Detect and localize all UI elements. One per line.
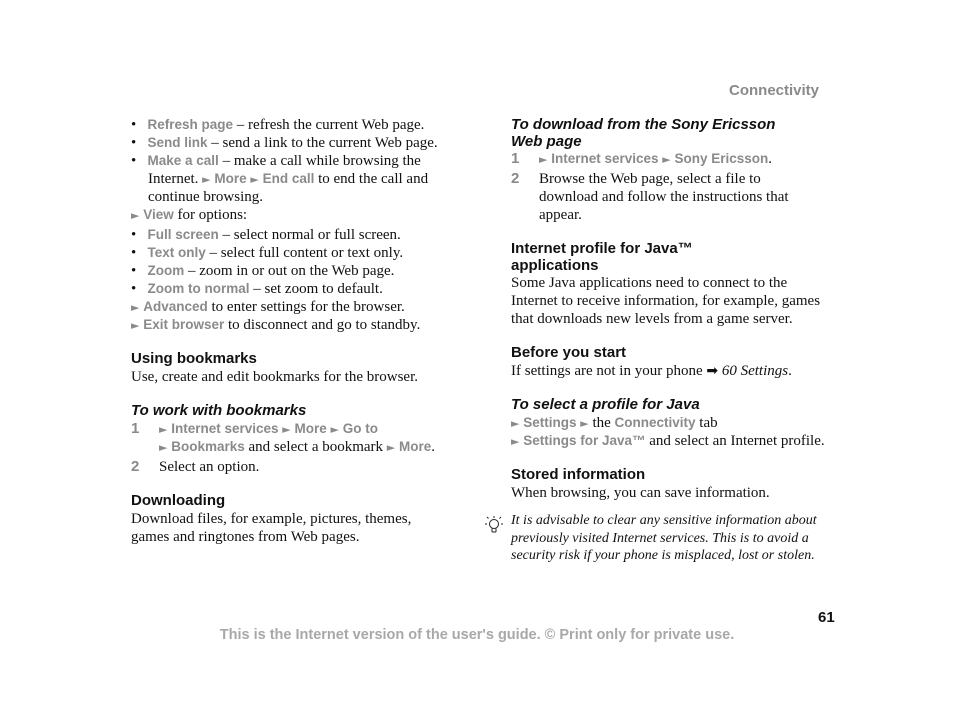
section-heading: Internet profile for Java™ [511,240,693,257]
paragraph-line: If settings are not in your phone ➡ 60 Settings. [511,363,792,379]
step-line: download and follow the instructions that [539,189,789,205]
arrow-right-icon: ► [330,423,339,436]
page-number: 61 [818,609,835,626]
list-item: • Make a call – make a call while browsing the [131,153,421,169]
step-line: 1 ► Internet services ► Sony Ericsson. [511,150,773,167]
section-heading: Using bookmarks [131,350,257,367]
tip-block [484,512,844,568]
arrow-right-icon: ► [131,319,140,332]
advanced-line: ► Advanced to enter settings for the browser. [131,299,405,315]
lightbulb-icon [484,515,504,537]
arrow-right-icon: ► [250,173,259,186]
list-item: • Zoom to normal – set zoom to default. [131,281,383,297]
step-line: ► Settings for Java™ and select an Internet profile. [511,433,825,449]
tip-line: security risk if your phone is misplaced, lost or stolen. [511,548,815,563]
step-line: 2 Browse the Web page, select a file to [511,170,761,187]
paragraph-line: When browsing, you can save information. [511,485,770,501]
list-item: • Send link – send a link to the current Web page. [131,135,438,151]
section-heading: To download from the Sony Ericsson [511,116,776,133]
paragraph-line: that downloads new levels from a game server. [511,311,793,327]
left-column [131,116,471,556]
arrow-right-icon: ► [131,301,140,314]
paragraph-line: Internet to receive information, for example, games [511,293,821,309]
tip-line: previously visited Internet services. This is to avoid a [511,530,809,546]
list-item: • Full screen – select normal or full screen. [131,227,401,243]
arrow-right-icon: ► [131,209,140,222]
section-heading: applications [511,257,599,274]
paragraph-line: Some Java applications need to connect to the [511,275,788,291]
arrow-right-icon: ► [662,153,671,166]
arrow-right-icon: ► [511,417,520,430]
list-item-continued: Internet. ► More ► End call to end the call and [148,171,429,187]
list-item: • Zoom – zoom in or out on the Web page. [131,263,395,279]
paragraph-line: Download files, for example, pictures, themes, [131,511,412,527]
reference-arrow-icon: ➡ [706,363,719,379]
arrow-right-icon: ► [580,417,589,430]
list-item: • Text only – select full content or text only. [131,245,404,261]
paragraph-line: games and ringtones from Web pages. [131,529,360,545]
section-heading: To work with bookmarks [131,402,307,419]
section-heading: Web page [511,133,582,150]
step-line: 2 Select an option. [131,458,260,475]
list-item-continued: continue browsing. [148,189,263,205]
right-column [511,116,851,566]
section-title: Connectivity [729,82,820,99]
tip-line: It is advisable to clear any sensitive information about [511,513,817,528]
exit-line: ► Exit browser to disconnect and go to standby. [131,317,421,333]
section-heading: Downloading [131,492,226,509]
arrow-right-icon: ► [386,441,396,454]
section-heading: Stored information [511,466,646,483]
view-line: ► View for options: [131,207,248,223]
step-line: ► Bookmarks and select a bookmark ► More. [159,439,436,455]
step-line: 1 ► Internet services ► More ► Go to [131,420,378,437]
arrow-right-icon: ► [202,173,211,186]
arrow-right-icon: ► [282,423,291,436]
list-item: • Refresh page – refresh the current Web page. [131,117,425,133]
arrow-right-icon: ► [539,153,548,166]
footer-notice: This is the Internet version of the user's guide. © Print only for private use. [219,627,735,643]
step-line: appear. [539,207,582,223]
step-line: ► Settings ► the Connectivity tab [511,415,718,431]
arrow-right-icon: ► [159,441,168,454]
section-heading: To select a profile for Java [511,396,700,413]
arrow-right-icon: ► [159,423,168,436]
section-heading: Before you start [511,344,627,361]
paragraph: Use, create and edit bookmarks for the browser. [131,369,418,385]
arrow-right-icon: ► [511,435,520,448]
